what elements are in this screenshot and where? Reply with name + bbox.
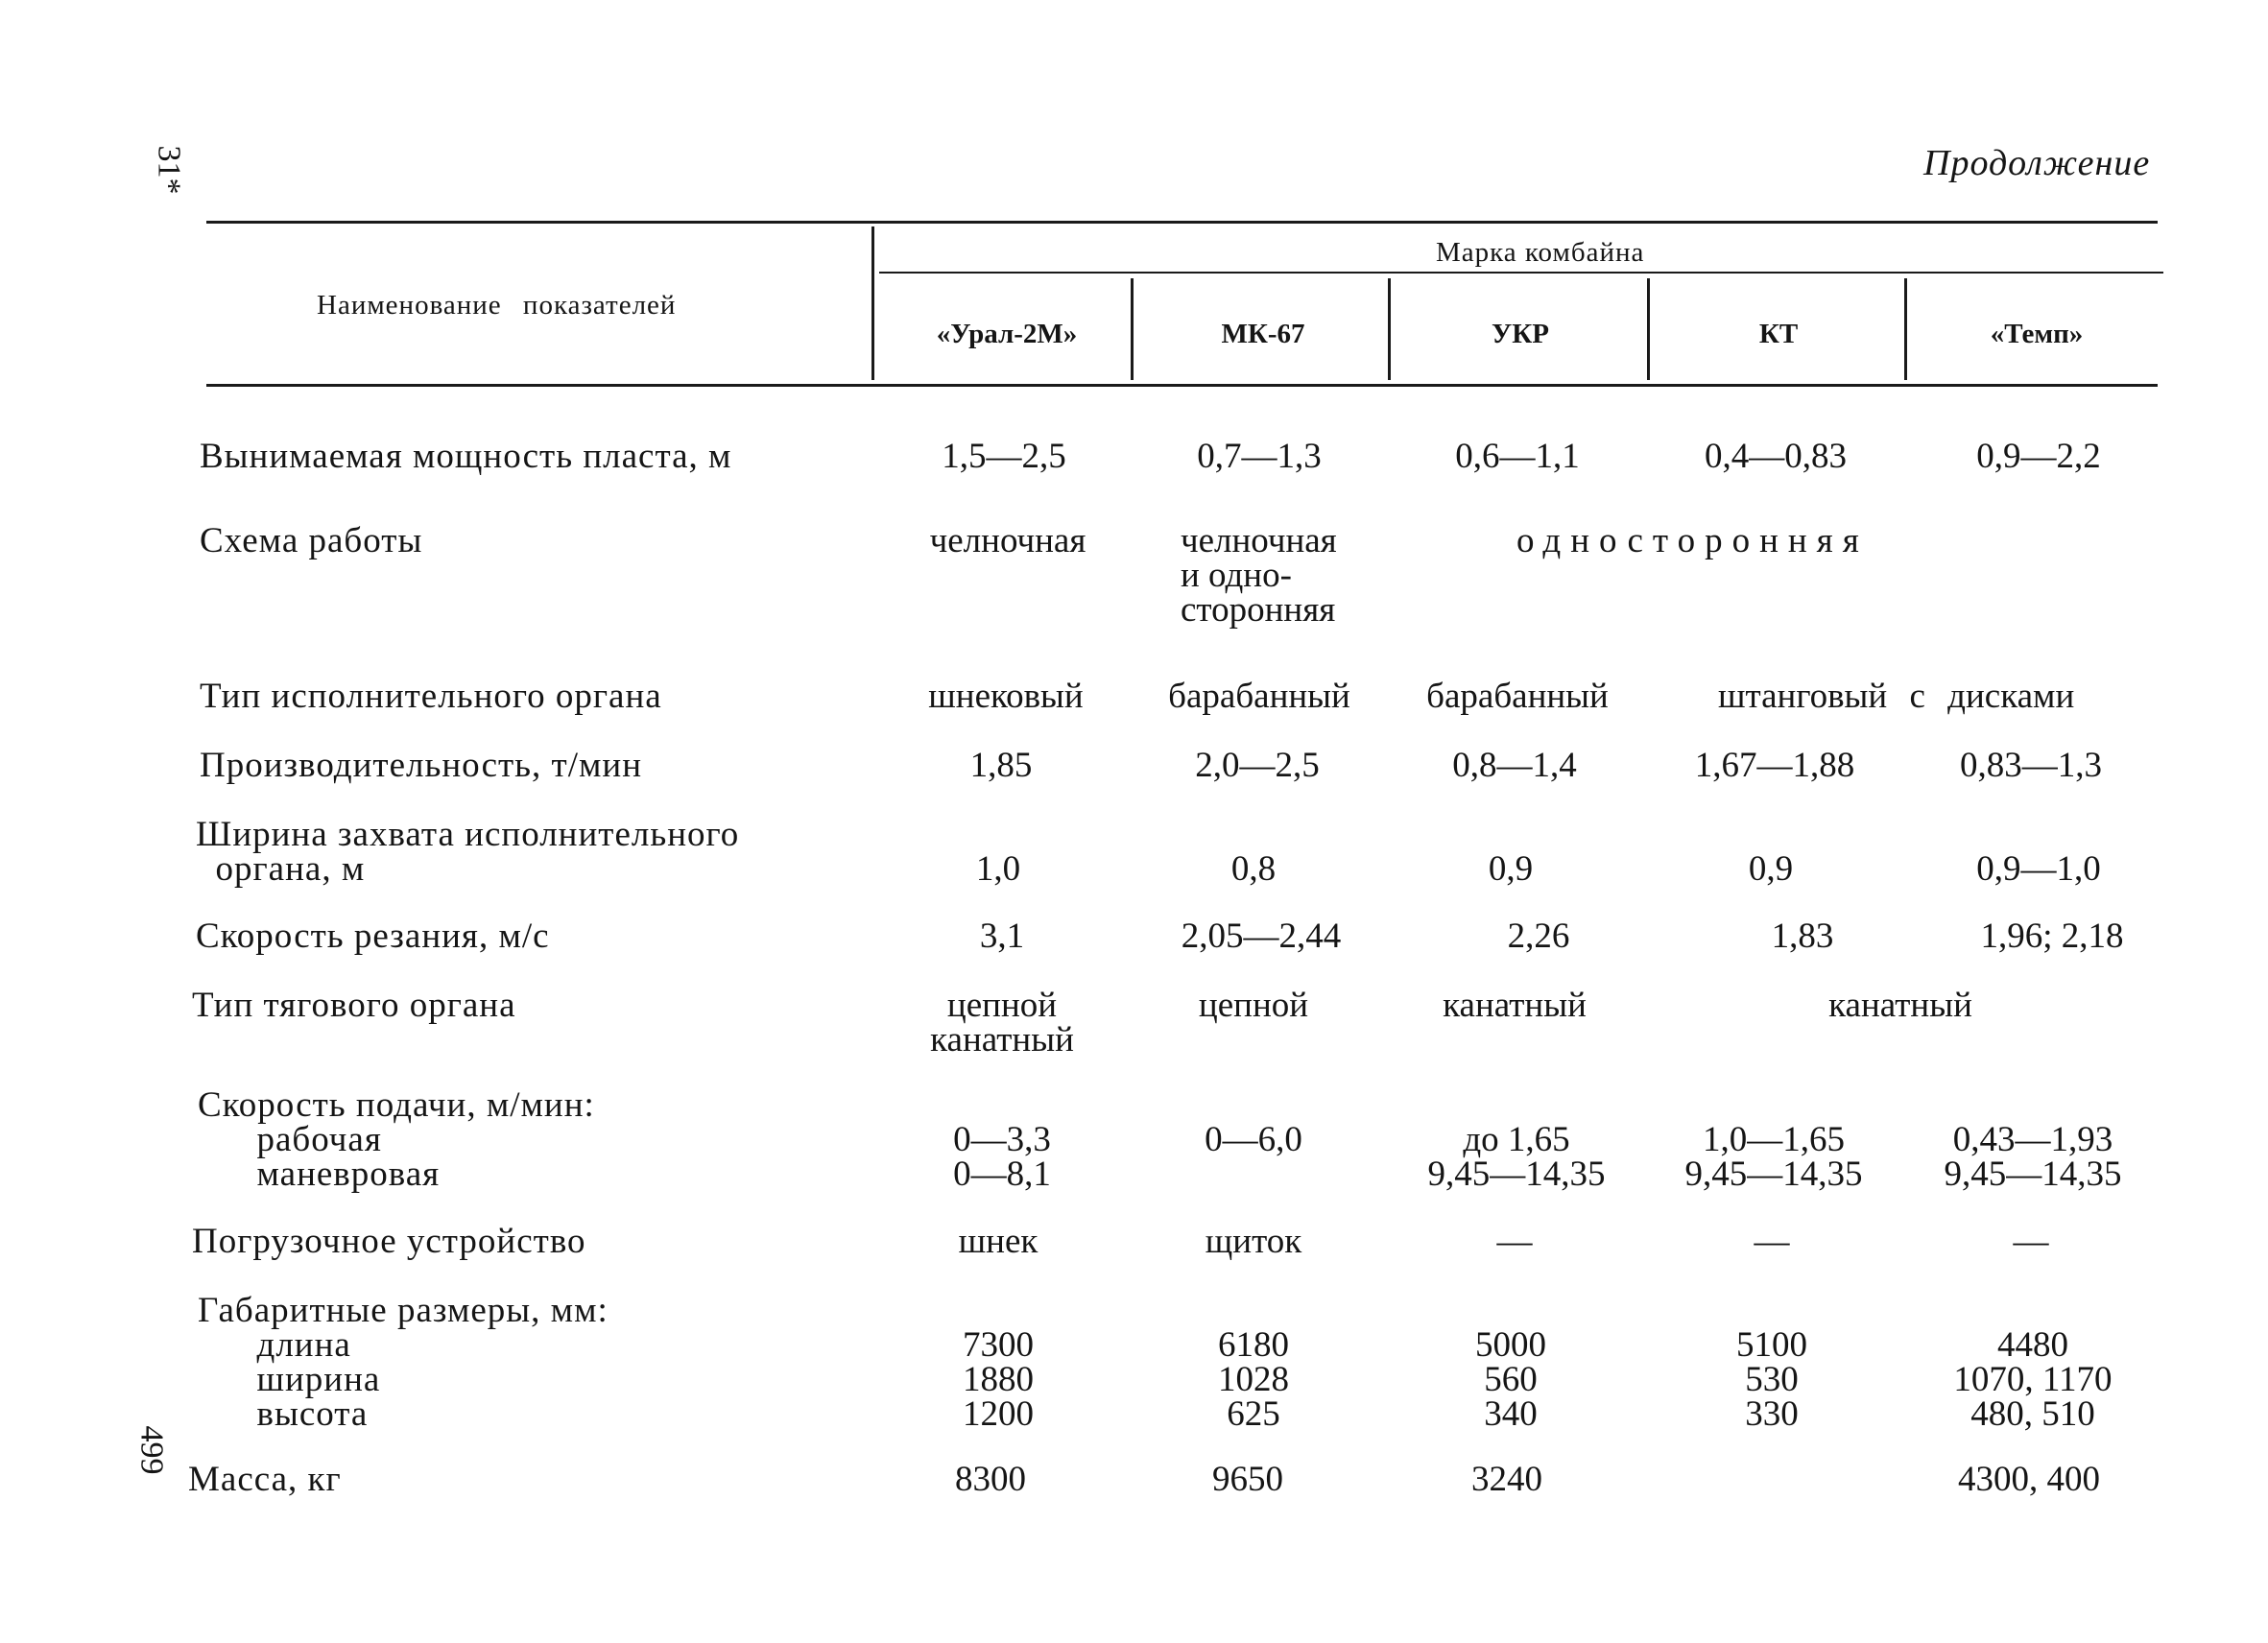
column-header-mk67: МК-67 (1221, 319, 1305, 349)
cell: односторонняя (1516, 521, 1869, 560)
group-header-rule (879, 272, 2163, 274)
cell: 1,5—2,5 (942, 437, 1066, 476)
cell: 0,8—1,4 (1452, 746, 1577, 785)
cell: 4480 1070, 1170 480, 510 (1953, 1325, 2113, 1434)
cell: — (1754, 1222, 1790, 1261)
cell: барабанный (1426, 677, 1609, 716)
cell: 1,67—1,88 (1694, 746, 1855, 785)
cell: 0,7—1,3 (1197, 437, 1322, 476)
group-header: Марка комбайна (1436, 237, 1645, 268)
cell: 0,9 (1488, 849, 1534, 889)
cell: шнековый (928, 677, 1084, 716)
header-divider-2 (1388, 278, 1391, 380)
cell: 0,9 (1748, 849, 1794, 889)
cell: 1,96; 2,18 (1980, 917, 2124, 956)
cell: 2,0—2,5 (1195, 746, 1320, 785)
row-label-capture-width: Ширина захвата исполнительного органа, м (196, 815, 740, 889)
cell: 0,8 (1230, 849, 1277, 889)
cell: 2,26 (1507, 917, 1570, 956)
cell: 6180 1028 625 (1218, 1325, 1289, 1434)
cell: — (1496, 1222, 1533, 1261)
cell: 1,85 (969, 746, 1033, 785)
row-label-productivity: Производительность, т/мин (200, 746, 642, 785)
cell: канатный (1828, 986, 1972, 1025)
cell: 0,43—1,93 9,45—14,35 (1944, 1120, 2122, 1194)
row-label-scheme: Схема работы (200, 521, 423, 560)
row-label-organ-type: Тип исполнительного органа (200, 677, 662, 716)
cell: 0,4—0,83 (1705, 437, 1847, 476)
column-header-ural: «Урал-2М» (936, 319, 1078, 349)
cell: 8300 (955, 1460, 1026, 1499)
row-label-feed-speed: Скорость подачи, м/мин: рабочая маневровая (198, 1085, 595, 1194)
cell: цепной (1198, 986, 1309, 1025)
row-label-traction-type: Тип тягового органа (192, 986, 516, 1025)
continuation-caption: Продолжение (1923, 143, 2151, 183)
cell: 1,83 (1771, 917, 1834, 956)
cell: 5000 560 340 (1475, 1325, 1546, 1434)
cell: — (2013, 1222, 2049, 1261)
cell: 1,0—1,65 9,45—14,35 (1684, 1120, 1863, 1194)
row-label-dimensions: Габаритные размеры, мм: длина ширина высота (198, 1291, 609, 1434)
cell: 1,0 (975, 849, 1021, 889)
side-page-number-bottom: 499 (133, 1425, 170, 1475)
cell: 9650 (1212, 1460, 1283, 1499)
cell: 2,05—2,44 (1181, 917, 1342, 956)
header-divider-3 (1647, 278, 1650, 380)
cell: шнек (958, 1222, 1039, 1261)
cell: 5100 530 330 (1736, 1325, 1807, 1434)
cell: до 1,65 9,45—14,35 (1427, 1120, 1606, 1194)
cell: 3,1 (979, 917, 1025, 956)
row-header-label: Наименование показателей (317, 290, 677, 321)
cell: 7300 1880 1200 (963, 1325, 1034, 1434)
cell: щиток (1205, 1222, 1302, 1261)
cell: 0—6,0 (1205, 1120, 1302, 1159)
cell: 0,9—2,2 (1976, 437, 2101, 476)
cell: 4300, 400 (1958, 1460, 2100, 1499)
cell: цепной канатный (930, 986, 1074, 1060)
cell: 0,6—1,1 (1455, 437, 1580, 476)
row-label-thickness: Вынимаемая мощность пласта, м (200, 437, 732, 476)
cell: челночная (929, 521, 1086, 560)
row-label-mass: Масса, кг (188, 1460, 342, 1499)
cell: штанговый с дисками (1718, 677, 2075, 716)
cell: барабанный (1168, 677, 1350, 716)
column-header-kt: КТ (1758, 319, 1799, 349)
cell: 0,9—1,0 (1976, 849, 2101, 889)
header-bottom-rule (206, 384, 2158, 387)
cell: 0—3,3 0—8,1 (953, 1120, 1051, 1194)
side-page-number-top: 31* (151, 145, 187, 195)
header-divider-1 (1131, 278, 1134, 380)
row-label-loading-device: Погрузочное устройство (192, 1222, 586, 1261)
row-label-cutting-speed: Скорость резания, м/с (196, 917, 550, 956)
table-top-rule (206, 221, 2158, 224)
header-divider-0 (871, 226, 874, 380)
cell: канатный (1443, 986, 1587, 1025)
cell: 0,83—1,3 (1960, 746, 2102, 785)
cell: 3240 (1471, 1460, 1542, 1499)
cell: челночная и одно- сторонняя (1181, 521, 1337, 630)
column-header-temp: «Темп» (1990, 319, 2084, 349)
header-divider-4 (1904, 278, 1907, 380)
column-header-ukr: УКР (1491, 319, 1550, 349)
